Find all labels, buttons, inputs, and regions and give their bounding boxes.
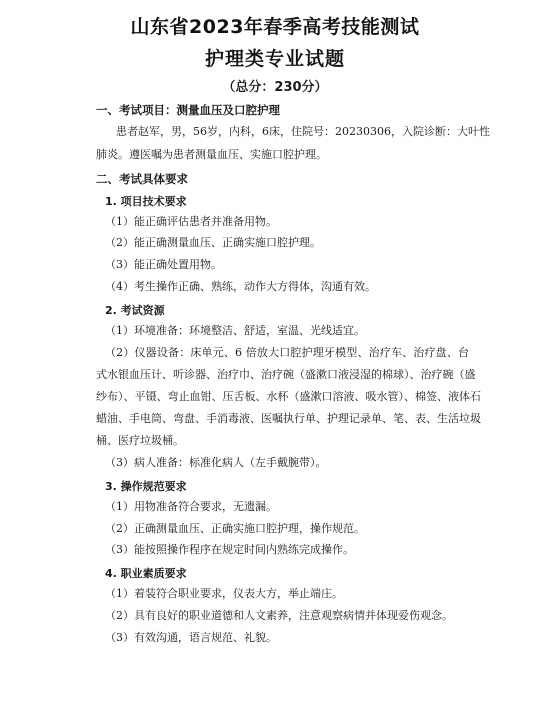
list-item: （2）正确测量血压、正确实施口腔护理，操作规范。 [105,522,365,535]
equipment-line: 蜡油、手电筒、弯盘、手消毒液、医嘱执行单、护理记录单、笔、表、生活垃圾 [96,412,481,425]
total-score: （总分：230分） [222,80,328,95]
sub2-heading: 2. 考试资源 [105,304,165,317]
case-text-line2: 肺炎。遵医嘱为患者测量血压、实施口腔护理。 [96,148,327,161]
equipment-line: 纱布）、平镊、弯止血钳、压舌板、水杯（盛漱口溶液、吸水管）、棉签、液体石 [96,390,481,403]
section1-heading: 一、考试项目：测量血压及口腔护理 [96,103,280,117]
sub4-heading: 4. 职业素质要求 [105,567,187,580]
list-item: （1）能正确评估患者并准备用物。 [105,215,277,228]
page-subtitle: 护理类专业试题 [204,48,345,70]
case-text-line1: 患者赵军，男，56岁，内科，6床，住院号：20230306，入院诊断：大叶性 [116,125,490,138]
list-item: （3）病人准备：标准化病人（左手戴腕带）。 [105,456,327,469]
equipment-line: 式水银血压计、听诊器、治疗巾、治疗碗（盛漱口液浸湿的棉球）、治疗碗（盛 [96,368,476,381]
list-item: （1）环境准备：环境整洁、舒适，室温、光线适宜。 [105,324,365,337]
list-item: （2）能正确测量血压、正确实施口腔护理。 [105,236,321,249]
equipment-line: （2）仪器设备：床单元、6 倍放大口腔护理牙模型、治疗车、治疗盘、台 [105,346,469,359]
sub3-heading: 3. 操作规范要求 [105,480,187,493]
list-item: （4）考生操作正确、熟练，动作大方得体，沟通有效。 [105,280,376,293]
page-title: 山东省2023年春季高考技能测试 [130,16,420,38]
list-item: （1）着装符合职业要求，仪表大方，举止端庄。 [105,587,343,600]
equipment-line: 桶、医疗垃圾桶。 [96,434,184,447]
list-item: （3）有效沟通，语言规范、礼貌。 [105,631,277,644]
sub1-heading: 1. 项目技术要求 [105,195,187,208]
section2-heading: 二、考试具体要求 [96,172,188,186]
list-item: （3）能按照操作程序在规定时间内熟练完成操作。 [105,543,354,556]
list-item: （3）能正确处置用物。 [105,258,222,271]
list-item: （2）具有良好的职业道德和人文素养，注意观察病情并体现爱伤观念。 [105,609,453,622]
list-item: （1）用物准备符合要求，无遗漏。 [105,500,277,513]
